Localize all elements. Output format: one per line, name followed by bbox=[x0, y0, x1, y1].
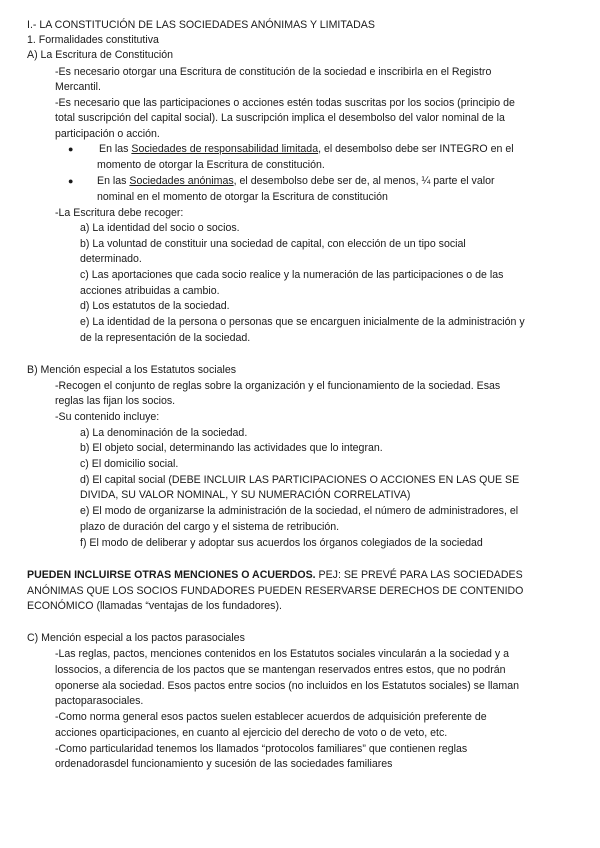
paragraph-line: -Como particularidad tenemos los llamados “protocolos familiares” que contienen reglas bbox=[55, 743, 468, 755]
bullet-icon: ● bbox=[68, 176, 74, 186]
paragraph-line: ordenadorasdel funcionamiento y sucesión de las sociedades familiares bbox=[55, 758, 393, 770]
list-item: c) El domicilio social. bbox=[80, 458, 179, 470]
paragraph-line: acciones oparticipaciones, en cuanto al ejercicio del derecho de voto o de veto, etc. bbox=[55, 727, 448, 739]
list-intro: -La Escritura debe recoger: bbox=[55, 207, 184, 219]
bullet-item-line: nominal en el momento de otorgar la Escritura de constitución bbox=[97, 191, 388, 203]
list-item: DIVIDA, SU VALOR NOMINAL, Y SU NUMERACIÓN CORRELATIVA) bbox=[80, 489, 411, 501]
paragraph-line: lossocios, a diferencia de los pactos que se mantengan reservados entres estos, que no podrán bbox=[55, 664, 506, 676]
note-bold: PUEDEN INCLUIRSE OTRAS MENCIONES O ACUERDOS. bbox=[27, 569, 316, 581]
bullet-item-sa: En las Sociedades anónimas, el desembolso debe ser de, al menos, ¼ parte el valor bbox=[97, 175, 495, 187]
section-b-heading: B) Mención especial a los Estatutos sociales bbox=[27, 364, 237, 376]
sa-link: Sociedades anónimas bbox=[129, 175, 234, 187]
list-item: plazo de duración del cargo y el sistema de retribución. bbox=[80, 521, 340, 533]
note-line: PUEDEN INCLUIRSE OTRAS MENCIONES O ACUERDOS. PEJ: SE PREVÉ PARA LAS SOCIEDADES bbox=[27, 569, 523, 581]
section-1-heading: 1. Formalidades constitutiva bbox=[27, 34, 159, 46]
list-item: b) La voluntad de constituir una sociedad de capital, con elección de un tipo social bbox=[80, 238, 466, 250]
note-line: ECONÓMICO (llamadas “ventajas de los fundadores). bbox=[27, 600, 282, 612]
paragraph-line: -Recogen el conjunto de reglas sobre la organización y el funcionamiento de la sociedad. Esas bbox=[55, 380, 501, 392]
bullet-icon: ● bbox=[68, 144, 74, 154]
list-item: acciones atribuidas a cambio. bbox=[80, 285, 220, 297]
paragraph-line: oponerse ala sociedad. Esos pactos entre socios (no incluidos en los Estatutos sociales) se llaman bbox=[55, 680, 520, 692]
paragraph-line: -Es necesario que las participaciones o acciones estén todas suscritas por los socios (principio de bbox=[55, 97, 515, 109]
list-item: c) Las aportaciones que cada socio realice y la numeración de las participaciones o de las bbox=[80, 269, 504, 281]
list-item: f) El modo de deliberar y adoptar sus acuerdos los órganos colegiados de la sociedad bbox=[80, 537, 483, 549]
paragraph-line: Mercantil. bbox=[55, 81, 101, 93]
paragraph-line: -Como norma general esos pactos suelen establecer acuerdos de adquisición preferente de bbox=[55, 711, 487, 723]
list-item: d) Los estatutos de la sociedad. bbox=[80, 300, 230, 312]
list-item: determinado. bbox=[80, 253, 142, 265]
list-item: a) La denominación de la sociedad. bbox=[80, 427, 248, 439]
list-item: b) El objeto social, determinando las actividades que lo integran. bbox=[80, 442, 383, 454]
paragraph-line: total suscripción del capital social). La suscripción implica el desembolso del valor nominal de la bbox=[55, 112, 505, 124]
list-item: d) El capital social (DEBE INCLUIR LAS PARTICIPACIONES O ACCIONES EN LAS QUE SE bbox=[80, 474, 520, 486]
srl-link: Sociedades de responsabilidad limitada bbox=[131, 143, 319, 155]
note-line: ANÓNIMAS QUE LOS SOCIOS FUNDADORES PUEDEN RESERVARSE DERECHOS DE CONTENIDO bbox=[27, 585, 524, 597]
paragraph-line: pactoparasociales. bbox=[55, 695, 144, 707]
paragraph-line: reglas las fijan los socios. bbox=[55, 395, 176, 407]
list-item: e) La identidad de la persona o personas que se encarguen inicialmente de la administración y bbox=[80, 316, 525, 328]
list-intro: -Su contenido incluye: bbox=[55, 411, 160, 423]
list-item: e) El modo de organizarse la administración de la sociedad, el número de administradores, el bbox=[80, 505, 519, 517]
bullet-item-srl: En las Sociedades de responsabilidad limitada, el desembolso debe ser INTEGRO en el bbox=[99, 143, 514, 155]
section-c-heading: C) Mención especial a los pactos parasociales bbox=[27, 632, 245, 644]
section-a-heading: A) La Escritura de Constitución bbox=[27, 49, 174, 61]
list-item: a) La identidad del socio o socios. bbox=[80, 222, 240, 234]
bullet-item-line: momento de otorgar la Escritura de constitución. bbox=[97, 159, 325, 171]
paragraph-line: -Es necesario otorgar una Escritura de constitución de la sociedad e inscribirla en el Registro bbox=[55, 66, 492, 78]
paragraph-line: participación o acción. bbox=[55, 128, 160, 140]
document-title: I.- LA CONSTITUCIÓN DE LAS SOCIEDADES ANÓNIMAS Y LIMITADAS bbox=[27, 19, 375, 31]
paragraph-line: -Las reglas, pactos, menciones contenidos en los Estatutos sociales vincularán a la sociedad y a bbox=[55, 648, 510, 660]
list-item: de la representación de la sociedad. bbox=[80, 332, 251, 344]
